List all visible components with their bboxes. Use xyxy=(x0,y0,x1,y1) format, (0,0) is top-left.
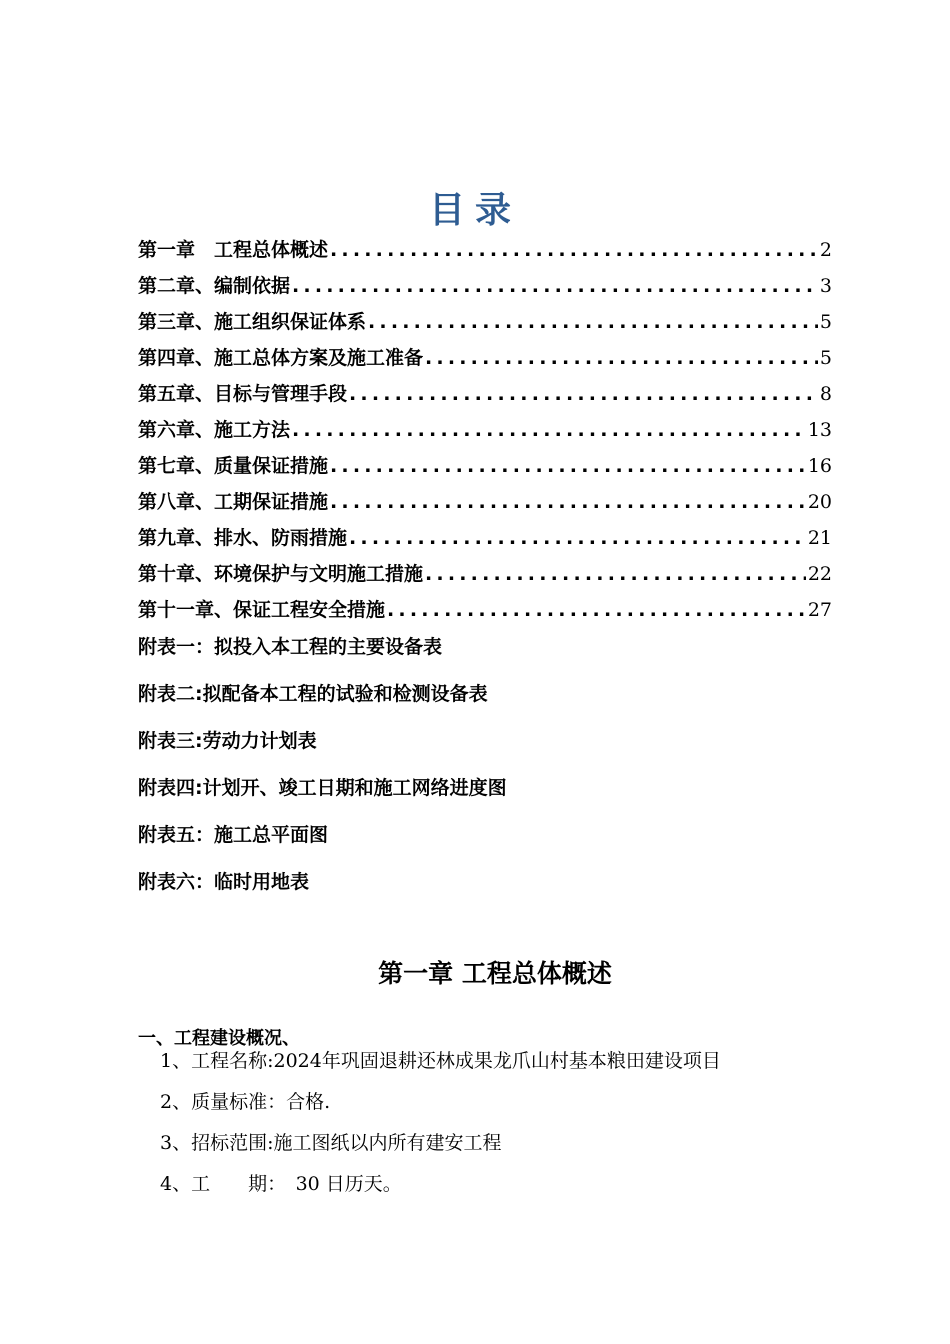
appendix-item[interactable]: 附表六：临时用地表 xyxy=(138,871,310,893)
toc-entry-page: 22 xyxy=(807,563,832,585)
chapter-title: 第一章 工程总体概述 xyxy=(378,959,612,988)
section-heading: 一、工程建设概况、 xyxy=(138,1028,300,1049)
project-info-item: 4、工 期： 30 日历天。 xyxy=(160,1173,402,1195)
toc-entry[interactable] xyxy=(138,343,832,379)
toc-entry-page: 5 xyxy=(819,311,832,333)
toc-entry-label: 第四章、施工总体方案及施工准备 xyxy=(138,347,424,369)
toc-entry-label: 第一章 工程总体概述 xyxy=(138,239,329,261)
appendix-item[interactable]: 附表一：拟投入本工程的主要设备表 xyxy=(138,636,443,658)
toc-entry-page: 2 xyxy=(819,239,832,261)
toc-entry[interactable] xyxy=(138,235,832,271)
toc-entry-page: 27 xyxy=(807,599,832,621)
toc-entry-label: 第五章、目标与管理手段 xyxy=(138,383,348,405)
toc-list xyxy=(138,235,832,631)
appendix-item[interactable]: 附表四:计划开、竣工日期和施工网络进度图 xyxy=(138,777,507,799)
toc-leader-dots xyxy=(425,347,818,369)
toc-entry-label: 第二章、编制依据 xyxy=(138,275,291,297)
toc-leader-dots xyxy=(425,563,806,585)
toc-entry-label: 第十章、环境保护与文明施工措施 xyxy=(138,563,424,585)
project-info-item: 2、质量标准：合格. xyxy=(160,1091,331,1113)
project-info-list xyxy=(160,1046,721,1210)
toc-entry[interactable] xyxy=(138,271,832,307)
appendix-list xyxy=(138,632,507,914)
toc-entry-page: 8 xyxy=(819,383,832,405)
toc-entry[interactable] xyxy=(138,379,832,415)
toc-entry[interactable] xyxy=(138,451,832,487)
toc-entry-page: 20 xyxy=(807,491,832,513)
toc-entry-page: 13 xyxy=(807,419,832,441)
toc-leader-dots xyxy=(330,491,806,513)
toc-entry-page: 5 xyxy=(819,347,832,369)
toc-entry-label: 第十一章、保证工程安全措施 xyxy=(138,599,386,621)
toc-entry[interactable] xyxy=(138,415,832,451)
toc-leader-dots xyxy=(349,527,806,549)
toc-entry[interactable] xyxy=(138,307,832,343)
toc-entry[interactable] xyxy=(138,559,832,595)
toc-entry-page: 16 xyxy=(807,455,832,477)
appendix-item[interactable]: 附表二:拟配备本工程的试验和检测设备表 xyxy=(138,683,488,705)
project-info-item: 3、招标范围:施工图纸以内所有建安工程 xyxy=(160,1132,502,1154)
toc-leader-dots xyxy=(368,311,818,333)
toc-entry-page: 3 xyxy=(819,275,832,297)
toc-entry[interactable] xyxy=(138,523,832,559)
appendix-item[interactable]: 附表五：施工总平面图 xyxy=(138,824,329,846)
toc-entry-label: 第六章、施工方法 xyxy=(138,419,291,441)
project-info-item: 1、工程名称:2024年巩固退耕还林成果龙爪山村基本粮田建设项目 xyxy=(160,1050,721,1072)
toc-title: 目录 xyxy=(428,190,521,231)
toc-entry-label: 第八章、工期保证措施 xyxy=(138,491,329,513)
toc-leader-dots xyxy=(292,419,806,441)
toc-leader-dots xyxy=(387,599,806,621)
toc-leader-dots xyxy=(349,383,818,405)
appendix-item[interactable]: 附表三:劳动力计划表 xyxy=(138,730,317,752)
toc-entry-label: 第九章、排水、防雨措施 xyxy=(138,527,348,549)
toc-leader-dots xyxy=(330,455,806,477)
toc-entry-label: 第三章、施工组织保证体系 xyxy=(138,311,367,333)
toc-entry[interactable] xyxy=(138,595,832,631)
toc-entry-page: 21 xyxy=(807,527,832,549)
toc-leader-dots xyxy=(292,275,818,297)
toc-entry[interactable] xyxy=(138,487,832,523)
toc-entry-label: 第七章、质量保证措施 xyxy=(138,455,329,477)
toc-leader-dots xyxy=(330,239,818,261)
